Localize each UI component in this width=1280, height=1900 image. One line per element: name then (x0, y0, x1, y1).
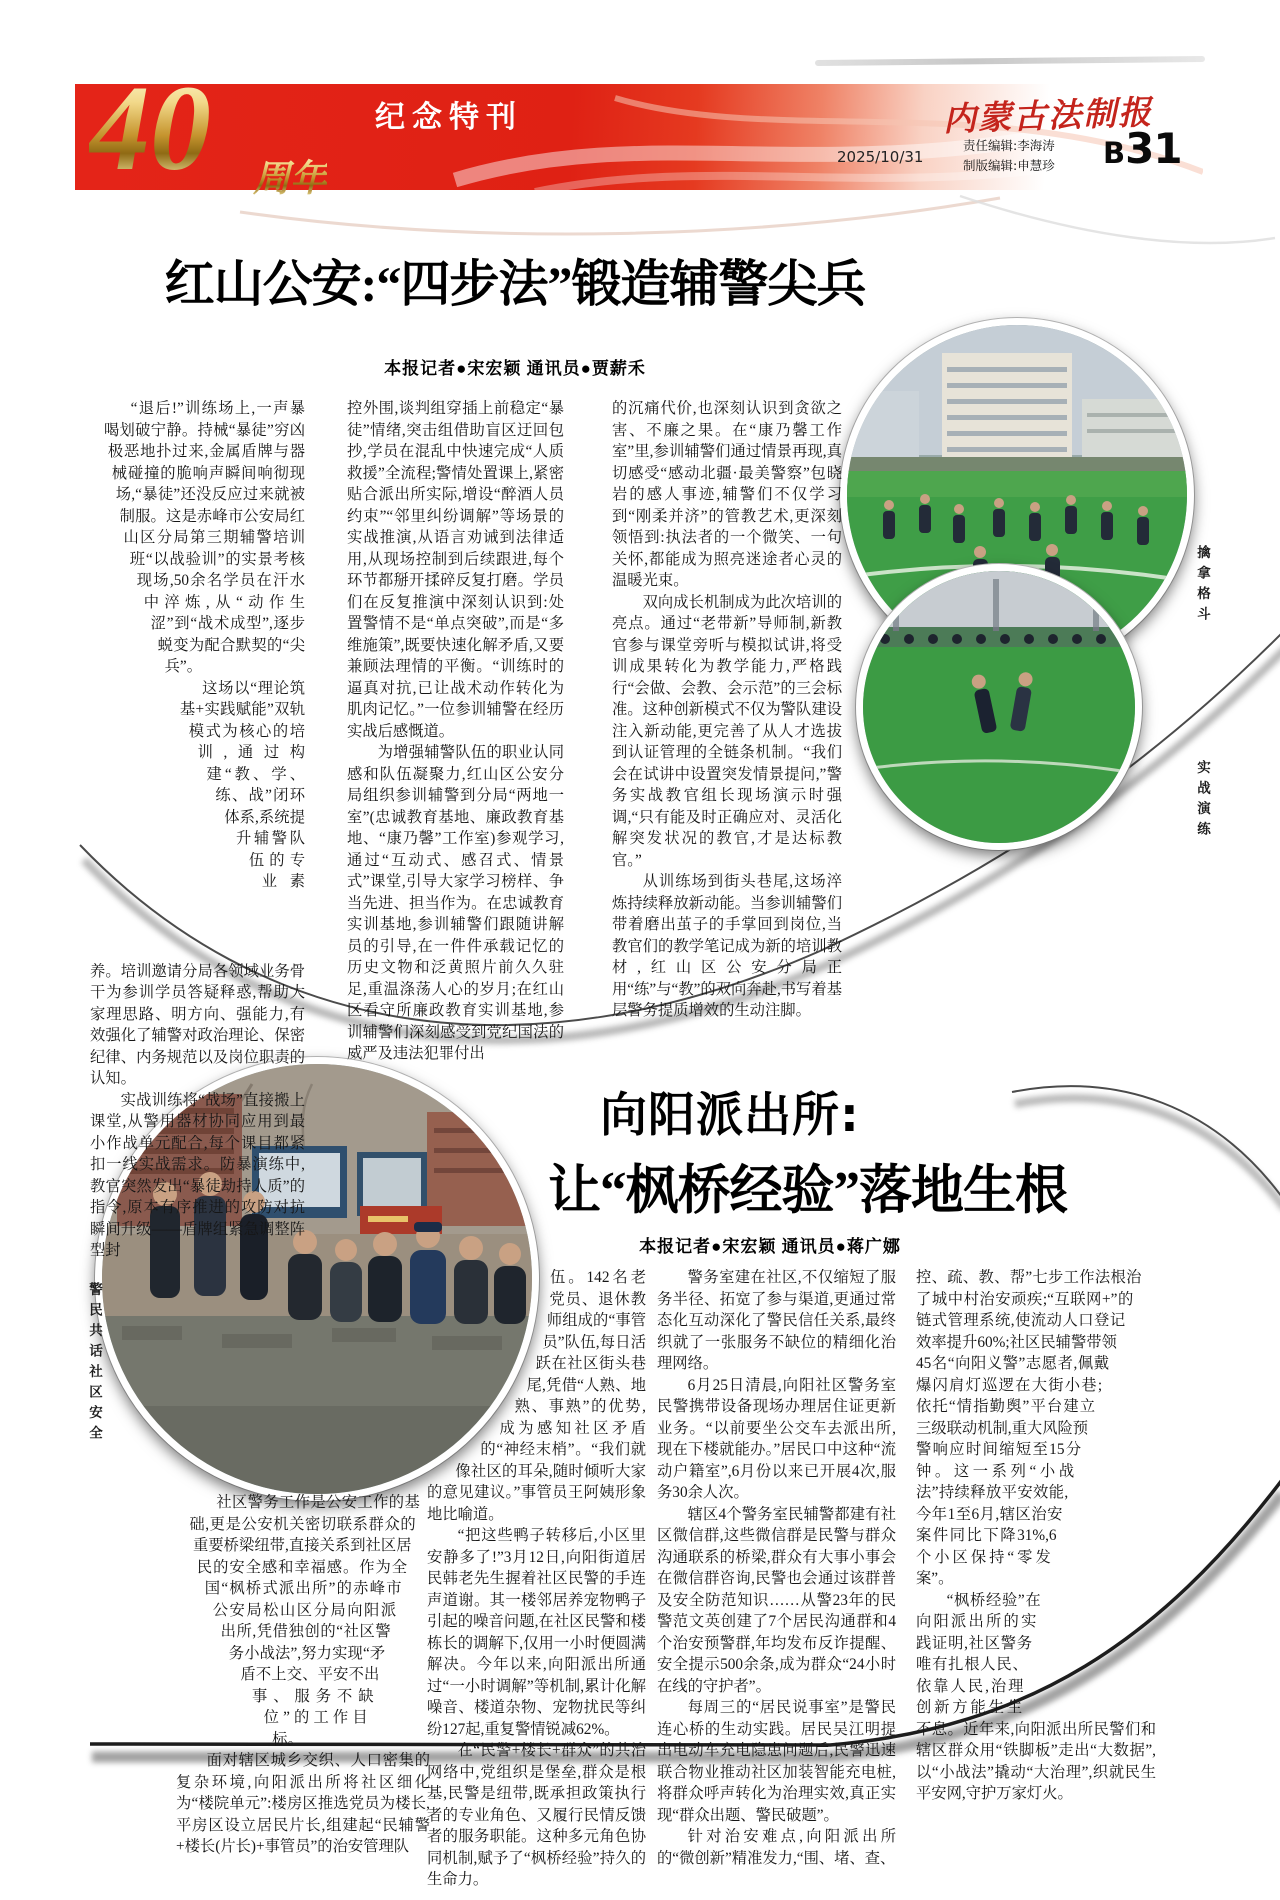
paragraph: 每周三的“居民说事室”是警民连心桥的生动实践。居民吴江明提出电动车充电隐患问题后,民警迅速联合物业推动社区加装智能充电桩,将群众呼声转化为治理实效,真正实现“群众出题、警民破题”。 (657, 1699, 896, 1824)
issue-date: 2025/10/31 (837, 148, 924, 166)
article2-headline-line1: 向阳派出所: (600, 1088, 860, 1143)
article2-headline-line2: 让“枫桥经验”落地生根 (548, 1162, 1067, 1220)
article1-byline: 本报记者●宋宏颖 通讯员●贾薪禾 (384, 359, 646, 378)
paragraph: 实战训练将“战场”直接搬上课堂,从警用器材协同应用到最小作战单元配合,每个课目都紧扣一线实战需求。防暴演练中,教官突然发出“暴徒劫持人质”的指令,原本有序推进的攻防对抗瞬间升级——盾牌组紧急调整阵型封 (90, 1091, 305, 1259)
paragraph: 控、疏、教、帮”七步工作法根治了城中村治安顽疾;“互联网+”的链式管理系统,使流动人口登记效率提升60%;社区民辅警带领45名“向阳义警”志愿者,佩戴爆闪肩灯巡逻在大街小巷;依托“情指勤舆”平台建立三级联动机制,重大风险预警响应时间缩短至15分钟。这一系列“小战法”持续释放平安效能,今年1至6月,辖区治安案件同比下降31%,6个小区保持“零发案”。 (916, 1269, 1142, 1587)
photo1-caption: 擒拿格斗 (1195, 545, 1210, 627)
article1-column-1 (90, 398, 305, 1262)
newspaper-name: 内蒙古法制报 (942, 95, 1154, 139)
article1-headline: 红山公安:“四步法”锻造辅警尖兵 (164, 256, 866, 312)
paragraph: 这场以“理论筑基+实践赋能”双轨模式为核心的培训,通过构建“教、学、练、战”闭环体系,系统提升辅警队伍的专业素养。培训邀请分局各领域业务骨干为参训学员答疑释惑,帮助大家理思路、明方向、强能力,有效强化了辅警对政治理论、保密纪律、内务规范以及岗位职责的认知。 (90, 679, 305, 1087)
paragraph: 面对辖区城乡交织、人口密集的复杂环境,向阳派出所将社区细化为“楼院单元”:楼房区推选党员为楼长,平房区设立居民片长,组建起“民辅警+楼长(片长)+事管员”的治安管理队 (176, 1752, 430, 1855)
paragraph: 在“民警+楼长+群众”的共治网络中,党组织是堡垒,群众是根基,民警是纽带,既承担政策执行者的专业角色、又履行民情反馈者的服务职能。这种多元角色协同机制,赋予了“枫桥经验”持久的生命力。 (427, 1742, 646, 1888)
anniversary-40: 40 (89, 61, 211, 196)
page-digits: 31 (1125, 124, 1182, 173)
paragraph: 警务室建在社区,不仅缩短了服务半径、拓宽了参与渠道,更通过常态化互动深化了警民信任关系,最终织就了一张服务不缺位的精细化治理网络。 (657, 1269, 896, 1372)
layout-editor: 制版编辑:申慧珍 (963, 158, 1055, 173)
paragraph: 伍。142名老党员、退休教师组成的“事管员”队伍,每日活跃在社区街头巷尾,凭借“人熟、地熟、事熟”的优势,成为感知社区矛盾的“神经末梢”。“我们就像社区的耳朵,随时倾听大家的意见建议。”事管员王阿姨形象地比喻道。 (427, 1269, 646, 1523)
paragraph: 从训练场到街头巷尾,这场淬炼持续释放新动能。当参训辅警们带着磨出茧子的手掌回到岗位,当教官们的教学笔记成为新的培训教材,红山区公安分局正用“练”与“教”的双向奔赴,书写着基层警务提质增效的生动注脚。 (612, 873, 842, 1019)
page-letter: B (1103, 136, 1126, 170)
paragraph: 社区警务工作是公安工作的基础,更是公安机关密切联系群众的重要桥梁纽带,直接关系到社区居民的安全感和幸福感。作为全国“枫桥式派出所”的赤峰市公安局松山区分局向阳派出所,凭借独创的“社区警务小战法”,努力实现“矛盾不上交、平安不出事、服务不缺位”的工作目标。 (189, 1494, 420, 1748)
paragraph: “退后!”训练场上,一声暴喝划破宁静。持械“暴徒”穷凶极恶地扑过来,金属盾牌与器械碰撞的脆响声瞬间响彻现场,“暴徒”还没反应过来就被制服。这是赤峰市公安局红山区分局第三期辅警培训班“以战验训”的实景考核现场,50余名学员在汗水中淬炼,从“动作生涩”到“战术成型”,逐步蜕变为配合默契的“尖兵”。 (103, 400, 305, 675)
article1-column-2 (347, 398, 564, 1065)
responsible-editor: 责任编辑:李海涛 (963, 138, 1055, 153)
article2-column-4 (916, 1267, 1156, 1805)
article1-column-3 (612, 398, 842, 1022)
paragraph: 6月25日清晨,向阳社区警务室民警携带设备现场办理居住证更新业务。“以前要坐公交车去派出所,现在下楼就能办。”居民口中这种“流动户籍室”,6月份以来已开展4次,服务30余人次。 (657, 1376, 896, 1501)
anniversary-suffix: 周年 (253, 148, 327, 202)
photo-combat-practice-art (863, 571, 1135, 843)
paragraph: “把这些鸭子转移后,小区里安静多了!”3月12日,向阳街道居民韩老先生握着社区民警的手连声道谢。其一楼邻居养宠物鸭子引起的噪音问题,在社区民警和楼栋长的调解下,仅用一小时便圆满解决。今年以来,向阳派出所通过“一小时调解”等机制,累计化解噪音、楼道杂物、宠物扰民等纠纷127起,重复警情锐减62%。 (427, 1527, 646, 1738)
paragraph: 的沉痛代价,也深刻认识到贪欲之害、不廉之果。在“康乃馨工作室”里,参训辅警们通过情景再现,真切感受“感动北疆·最美警察”包晓岩的感人事迹,辅警们不仅学习到“刚柔并济”的管教艺术,更深刻领悟到:执法者的一个微笑、一句关怀,都能成为照亮迷途者心灵的温暖光束。 (612, 400, 842, 589)
article2-byline: 本报记者●宋宏颖 通讯员●蒋广娜 (639, 1237, 901, 1256)
paragraph: 控外围,谈判组穿插上前稳定“暴徒”情绪,突击组借助盲区迂回包抄,学员在混乱中快速完成“人质救援”全流程;警情处置课上,紧密贴合派出所实际,增设“醉酒人员约束”“邻里纠纷调解”等场景的实战推演,从语言劝诫到法律适用,从现场控制到后续跟进,每个环节都掰开揉碎反复打磨。学员们在反复推演中深刻认识到:处置警情不是“单点突破”,而是“多维施策”,既要快速化解矛盾,又要兼顾法理情的平衡。“训练时的逼真对抗,已让战术动作转化为肌肉记忆。”一位参训辅警在经历实战后感慨道。 (347, 400, 564, 740)
article2-column-1 (176, 1492, 430, 1858)
article2-column-3 (657, 1267, 896, 1869)
paragraph: 为增强辅警队伍的职业认同感和队伍凝聚力,红山区公安分局组织参训辅警到分局“两地一室”(忠诚教育基地、廉政教育基地、“康乃馨”工作室)参观学习,通过“互动式、感召式、情景式”课堂,引导大家学习榜样、争当先进、担当作为。在忠诚教育实训基地,参训辅警们跟随讲解员的引导,在一件件承载记忆的历史文物和泛黄照片前久久驻足,重温涤荡人心的岁月;在红山区看守所廉政教育实训基地,参训辅警们深刻感受到党纪国法的威严及违法犯罪付出 (347, 744, 564, 1062)
special-issue-title: 纪念特刊 (375, 100, 523, 135)
article2-photo-caption: 警民共话社区安全 (87, 1282, 102, 1446)
paragraph: 辖区4个警务室民辅警都建有社区微信群,这些微信群是民警与群众沟通联系的桥梁,群众有大事小事会在微信群咨询,民警也会通过该群普及安全防范知识……从警23年的民警范文英创建了7个居民沟通群和4个治安预警群,年均发布反诈提醒、安全提示500余条,成为群众“24小时在线的守护者”。 (657, 1505, 896, 1695)
photo-combat-practice (856, 564, 1142, 850)
page-number (1103, 124, 1182, 173)
paragraph: 双向成长机制成为此次培训的亮点。通过“老带新”导师制,新教官参与课堂旁听与模拟试讲,将受训成果转化为教学能力,严格践行“会做、会教、会示范”的三会标准。这种创新模式不仅为警队建设注入新动能,更完善了从人才选拔到认证管理的全链条机制。“我们会在试讲中设置突发情景提问,”警务实战教官组长现场演示时强调,“只有能及时正确应对、灵活化解突发状况的教官,才是达标教官。” (612, 593, 842, 869)
photo2-caption: 实战演练 (1195, 760, 1210, 842)
masthead-banner (75, 61, 1203, 200)
paragraph: “枫桥经验”在向阳派出所的实践证明,社区警务唯有扎根人民、依靠人民,治理创新方能生生不息。近年来,向阳派出所民警们和辖区群众用“铁脚板”走出“大数据”,以“小战法”撬动“大治理”,织就民生平安网,守护万家灯火。 (916, 1591, 1156, 1802)
scan-smudge (815, 56, 1205, 66)
article2-column-2 (427, 1267, 646, 1891)
paragraph: 针对治安难点,向阳派出所的“微创新”精准发力,“围、堵、查、 (657, 1828, 896, 1867)
